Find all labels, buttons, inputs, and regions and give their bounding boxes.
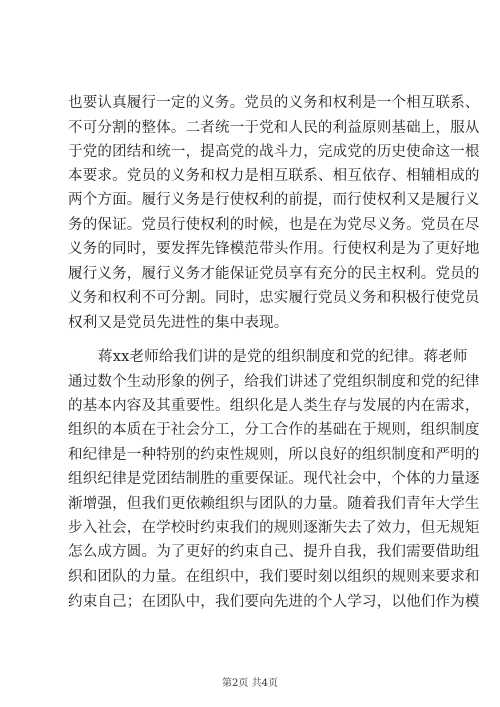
paragraph-2-line: 蒋xx老师给我们讲的是党的组织制度和党的纪律。蒋老师 (98, 349, 468, 365)
paragraph-2-line: 通过数个生动形象的例子，给我们讲述了党组织制度和党的纪律 (68, 374, 480, 390)
paragraph-2-line: 怎么成方圆。为了更好的约束自己、提升自我，我们需要借助组 (68, 544, 480, 560)
paragraph-2-line: 织和团队的力量。在组织中，我们要时刻以组织的规则来要求和 (68, 569, 480, 585)
paragraph-2-line: 的基本内容及其重要性。组织化是人类生存与发展的内在需求， (68, 398, 480, 414)
paragraph-1-line: 两个方面。履行义务是行使权利的前提，而行使权利又是履行义 (68, 192, 480, 208)
paragraph-2-line: 渐增强，但我们更依赖组织与团队的力量。随着我们青年大学生 (68, 496, 480, 512)
paragraph-1-line: 义务的同时，要发挥先锋模范带头作用。行使权利是为了更好地 (68, 241, 480, 257)
paragraph-1-line: 于党的团结和统一，提高党的战斗力，完成党的历史使命这一根 (68, 144, 480, 160)
paragraph-2-line: 组织的本质在于社会分工，分工合作的基础在于规则，组织制度 (68, 422, 480, 438)
paragraph-2-line: 组织纪律是党团结制胜的重要保证。现代社会中，个体的力量逐 (68, 471, 480, 487)
paragraph-1-line: 也要认真履行一定的义务。党员的义务和权利是一个相互联系、 (68, 95, 480, 111)
paragraph-1-line: 履行义务，履行义务才能保证党员享有充分的民主权利。党员的 (68, 266, 480, 282)
page-footer: 第2页 共4页 (222, 678, 278, 689)
paragraph-2-line: 和纪律是一种特别的约束性规则，所以良好的组织制度和严明的 (68, 447, 480, 463)
paragraph-1-line: 务的保证。党员行使权利的时候，也是在为党尽义务。党员在尽 (68, 217, 480, 233)
paragraph-2-line: 步入社会，在学校时约束我们的规则逐渐失去了效力，但无规矩 (68, 520, 480, 536)
paragraph-2-line: 约束自己；在团队中，我们要向先进的个人学习，以他们作为模 (68, 594, 480, 610)
paragraph-1-line: 本要求。党员的义务和权力是相互联系、相互依存、相辅相成的 (68, 168, 480, 184)
paragraph-1-line: 不可分割的整体。二者统一于党和人民的利益原则基础上，服从 (68, 120, 480, 136)
paragraph-1-line: 义务和权利不可分割。同时，忠实履行党员义务和积极行使党员 (68, 290, 480, 306)
paragraph-1-line: 权利又是党员先进性的集中表现。 (68, 315, 289, 331)
